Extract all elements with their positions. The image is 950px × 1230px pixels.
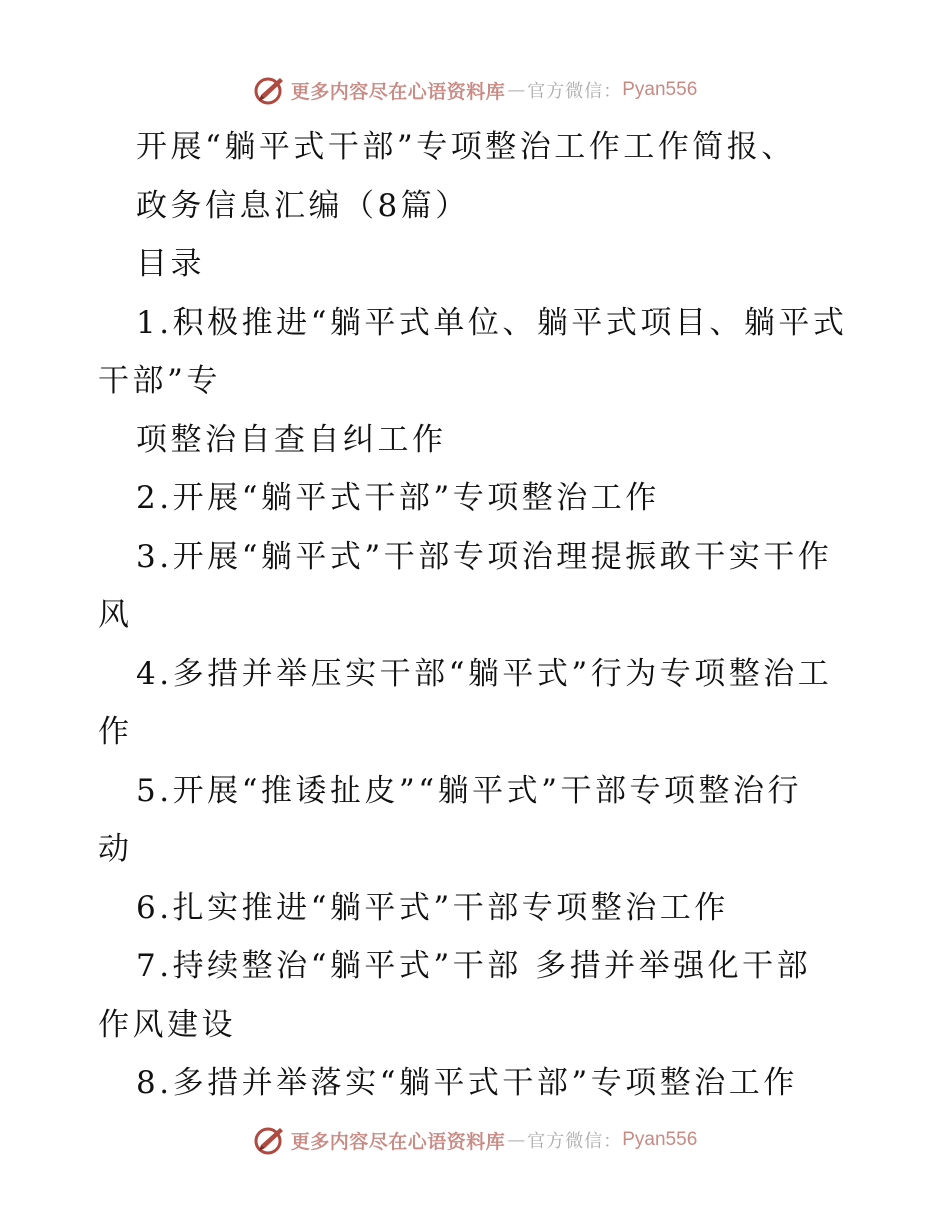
toc-line: 项整治自查自纠工作 — [136, 421, 447, 458]
toc-line: 4.多措并举压实干部“躺平式”行为专项整治工 — [136, 655, 833, 692]
toc-line: 2.开展“躺平式干部”专项整治工作 — [136, 480, 660, 516]
watermark-sub-text: 官方微信： — [527, 1131, 623, 1152]
watermark-id: Pyan556 — [622, 1129, 698, 1150]
watermark-sub-text: 官方微信： — [527, 81, 623, 102]
watermark-id: Pyan556 — [622, 79, 698, 100]
document-title-line-1: 开展“躺平式干部”专项整治工作工作简报、 — [136, 129, 796, 165]
toc-line: 8.多措并举落实“躺平式干部”专项整治工作 — [136, 1065, 798, 1101]
toc-line: 1.积极推进“躺平式单位、躺平式项目、躺平式 — [136, 304, 848, 341]
watermark-header — [0, 70, 950, 110]
toc-line: 风 — [98, 597, 133, 633]
toc-line: 7.持续整治“躺平式”干部 多措并举强化干部 — [136, 948, 812, 984]
watermark-footer — [0, 1120, 950, 1160]
toc-line: 3.开展“躺平式”干部专项治理提振敢干实干作 — [136, 538, 833, 575]
document-title-line-2: 政务信息汇编（8篇） — [136, 187, 470, 224]
watermark-main-text: 更多内容尽在心语资料库 — [290, 1130, 506, 1153]
document-body — [98, 118, 858, 1113]
table-of-contents — [98, 294, 858, 1113]
watermark-separator: — — [507, 1129, 526, 1151]
toc-heading: 目录 — [136, 246, 205, 282]
toc-line: 5.开展“推诿扯皮”“躺平式”干部专项整治行 — [136, 772, 802, 809]
toc-line: 作 — [98, 714, 133, 750]
watermark-separator: — — [507, 79, 526, 101]
toc-line: 6.扎实推进“躺平式”干部专项整治工作 — [136, 889, 729, 926]
toc-line: 作风建设 — [98, 1006, 236, 1043]
toc-line: 干部”专 — [98, 363, 221, 399]
watermark-main-text: 更多内容尽在心语资料库 — [290, 80, 506, 103]
toc-line: 动 — [98, 831, 133, 867]
pen-logo-icon — [253, 1123, 287, 1157]
pen-logo-icon — [253, 73, 287, 107]
